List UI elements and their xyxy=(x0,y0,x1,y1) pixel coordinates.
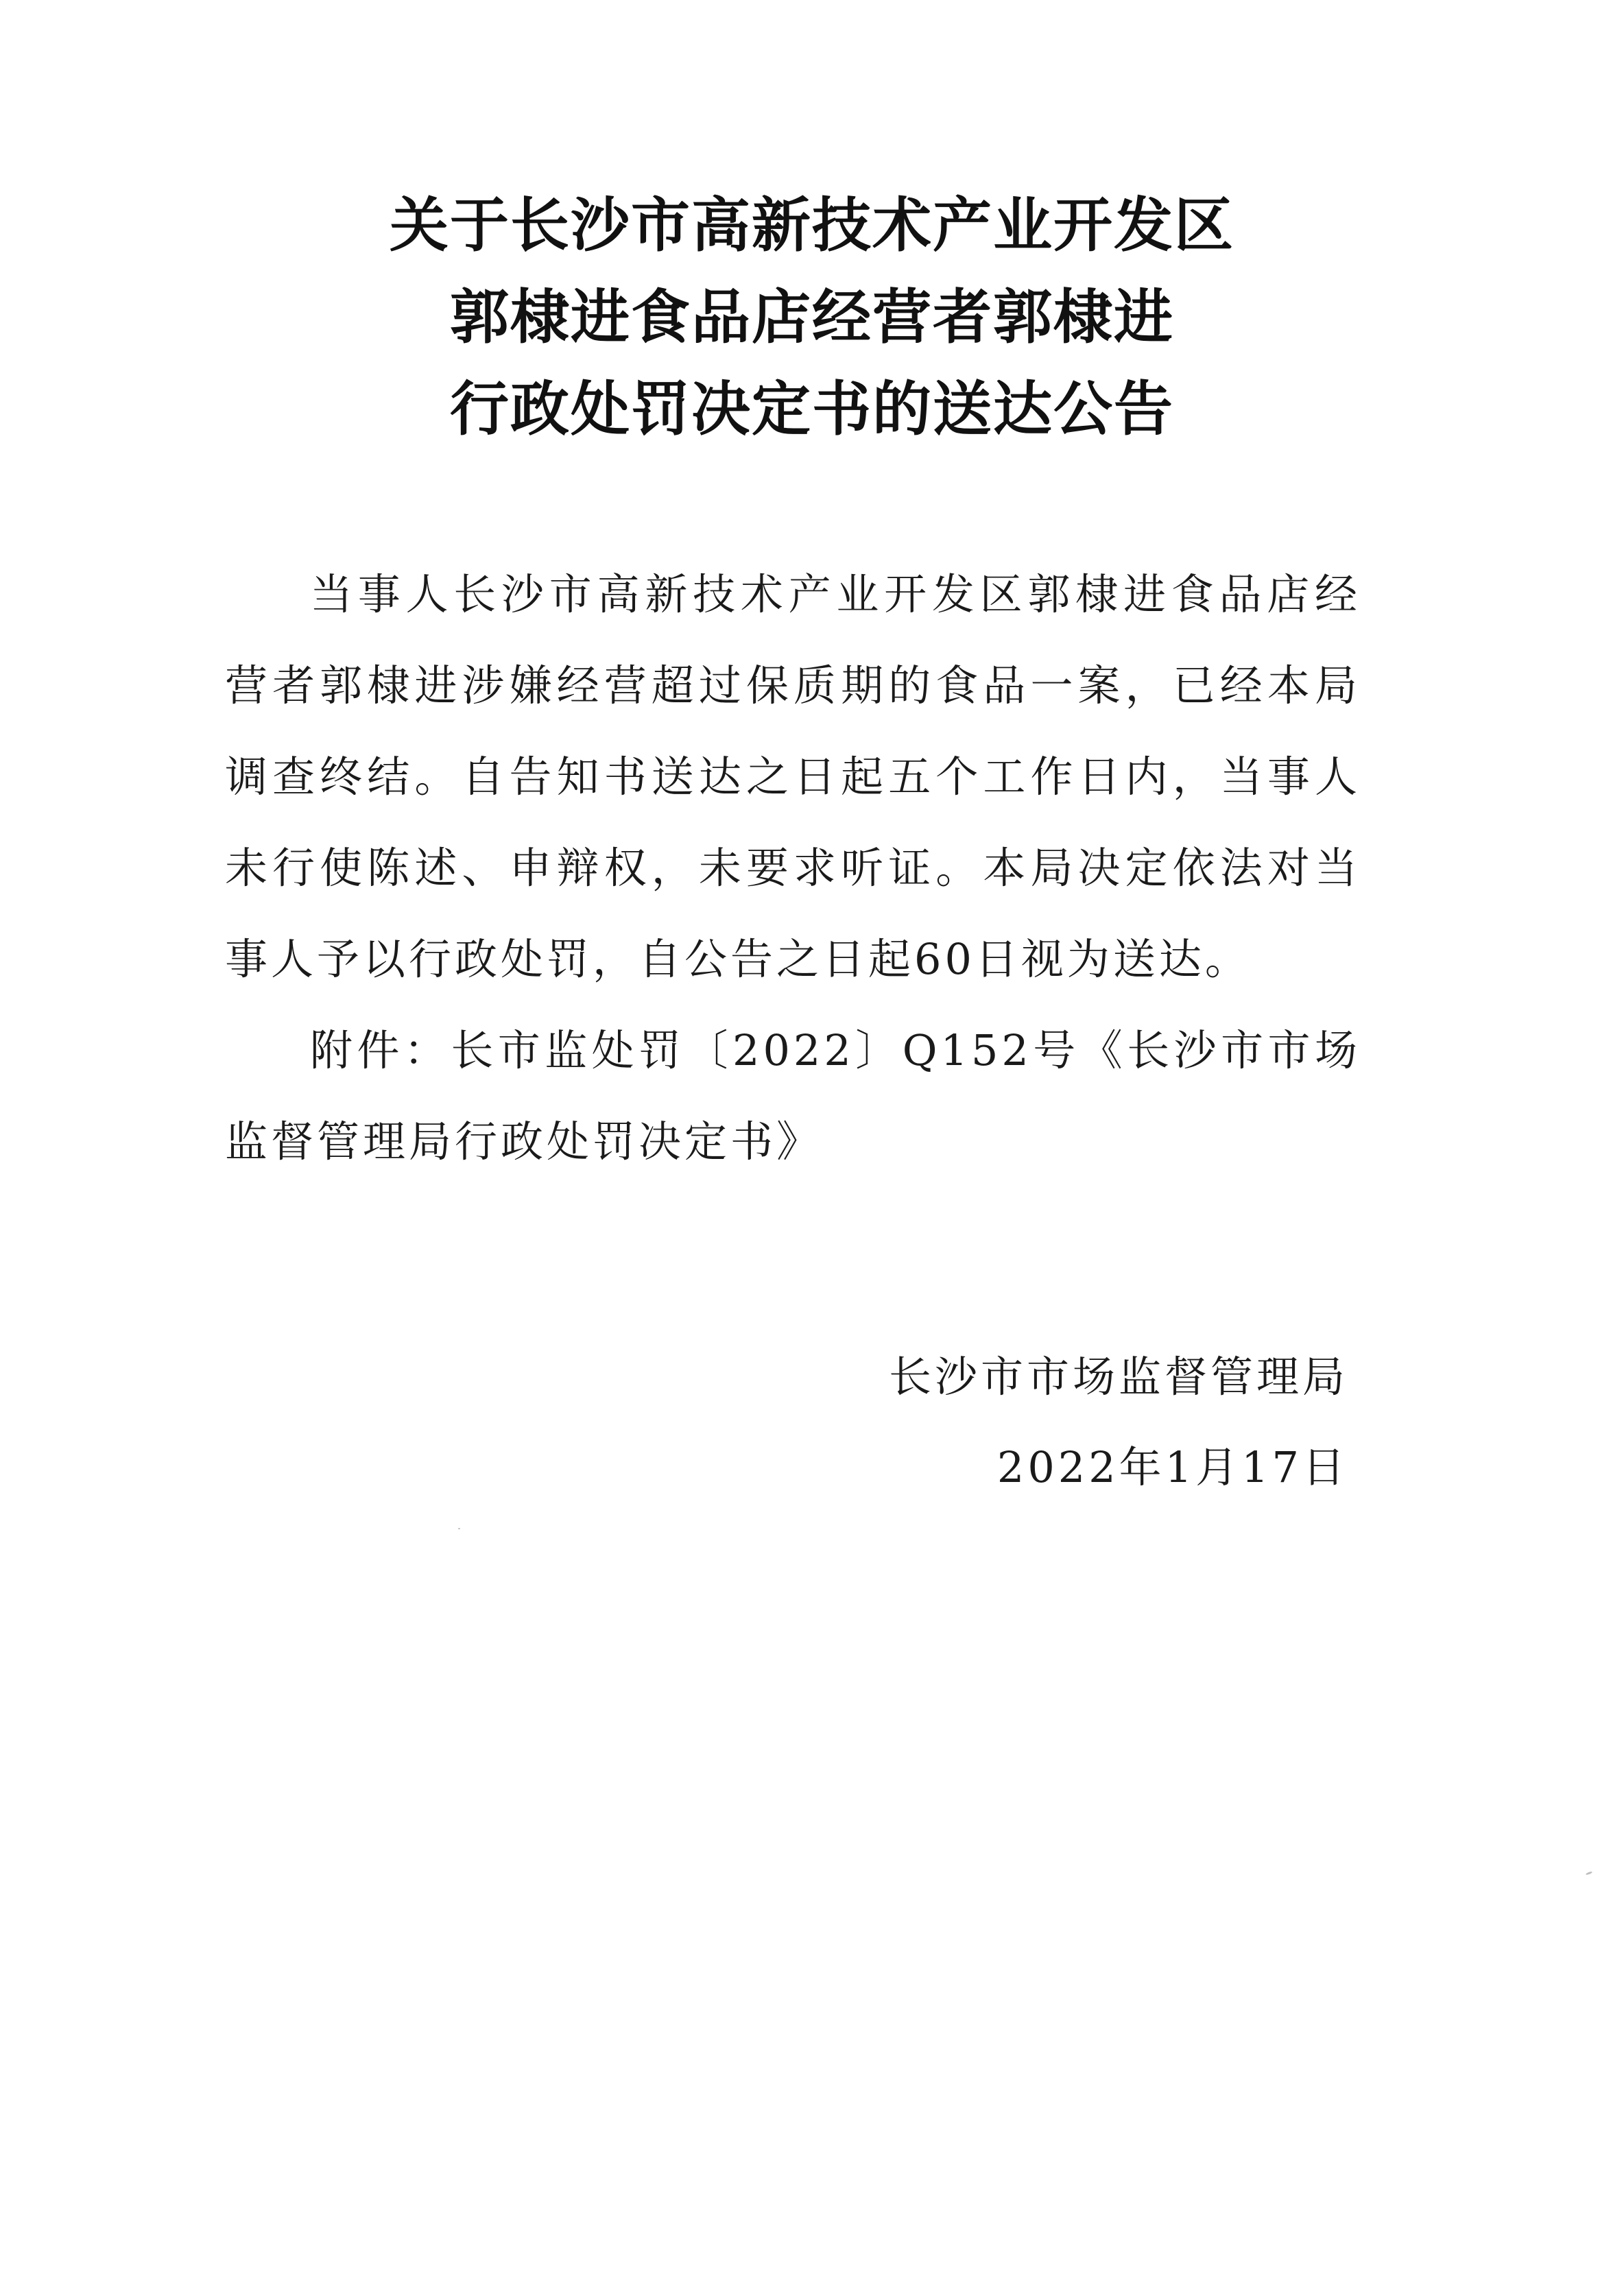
signature-organization: 长沙市市场监督管理局 xyxy=(888,1352,1348,1402)
title-line-3: 行政处罚决定书的送达公告 xyxy=(450,375,1174,444)
scan-speck xyxy=(1586,1871,1592,1875)
title-line-2: 郭棣进食品店经营者郭棣进 xyxy=(450,283,1174,352)
title-line-1: 关于长沙市高新技术产业开发区 xyxy=(390,191,1234,260)
signature-date: 2022年1月17日 xyxy=(996,1442,1348,1492)
document-body xyxy=(225,549,1361,1187)
body-paragraph-main: 当事人长沙市高新技术产业开发区郭棣进食品店经营者郭棣进涉嫌经营超过保质期的食品一案，已经本局调查终结。自告知书送达之日起五个工作日内，当事人未行使陈述、申辩权，未要求听证。本局决定依法对当事人予以行政处罚，自公告之日起60日视为送达。 xyxy=(225,569,1361,984)
document-title xyxy=(0,180,1624,455)
body-paragraph-attachment: 附件：长市监处罚〔2022〕Q152号《长沙市市场监督管理局行政处罚决定书》 xyxy=(225,1025,1361,1167)
scan-speck xyxy=(458,1528,460,1529)
